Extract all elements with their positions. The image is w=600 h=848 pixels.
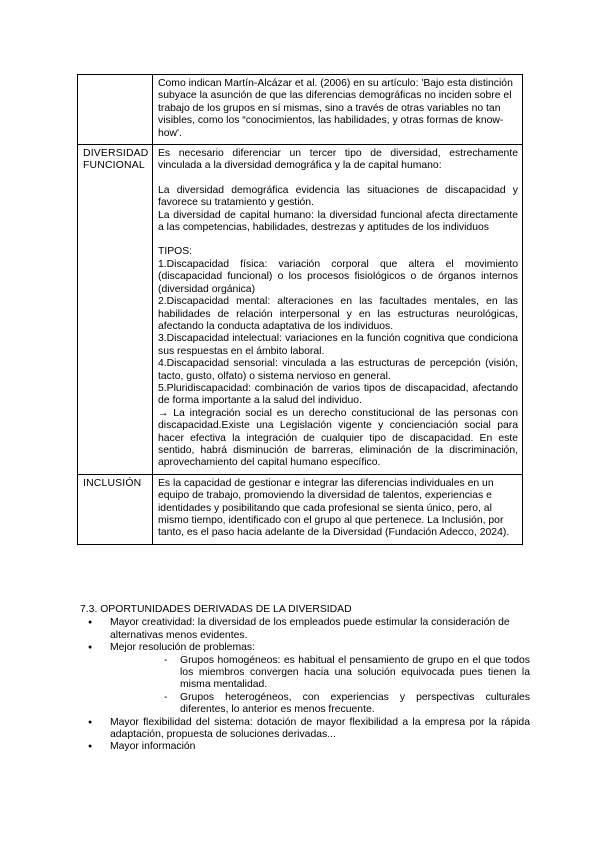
capital-paragraph: La diversidad de capital humano: la diversidad funcional afecta directamente a las competencias, habilidades, destrezas y aptitudes de los individuos xyxy=(158,209,518,234)
sub-list xyxy=(80,655,530,717)
sub-item-text: Grupos heterogéneos, con experiencias y perspectivas culturales diferentes, lo anterior es menos frecuente. xyxy=(180,691,530,716)
tipo-item: 5.Pluridiscapacidad: combinación de varios tipos de discapacidad, afectando de forma importante a la salud del individuo. xyxy=(158,382,518,407)
row-content xyxy=(153,474,523,544)
row-label-diversidad-funcional xyxy=(78,145,153,475)
citation-paragraph: Como indican Martín-Alcázar et al. (2006) en su artículo: 'Bajo esta distinción subyace la asunción de que las diferencias demográficas no inciden sobre el trabajo de los grupos en sí mismas, sino a través de otras variables no tan visibles, como los “conocimientos, las habilidades, y otras formas de know-how'. xyxy=(158,78,513,139)
row-content xyxy=(153,145,523,475)
sub-item-text: Grupos homogéneos: es habitual el pensamiento de grupo en el que todos los miembros convergen hacia una solución equivocada pues tienen la misma mentalidad. xyxy=(180,654,530,691)
bullet-list xyxy=(80,717,530,754)
inclusion-paragraph: Es la capacidad de gestionar e integrar las diferencias individuales en un equipo de trabajo, promoviendo la diversidad de talentos, experiencias e identidades y posibilitando que cada profesional se sienta único, pero, al mismo tiempo, identificado con el grupo al que pertenece. La Inclusión, por tanto, es el paso hacia adelante de la Diversidad (Fundación Adecco, 2024). xyxy=(158,477,510,539)
demografica-paragraph: La diversidad demográfica evidencia las situaciones de discapacidad y favorece su tratamiento y gestión. xyxy=(158,184,518,209)
oportunidades-section xyxy=(80,604,530,754)
bullet-text: Mejor resolución de problemas: xyxy=(110,642,255,654)
table-row xyxy=(78,474,523,544)
section-title: 7.3. OPORTUNIDADES DERIVADAS DE LA DIVERSIDAD xyxy=(80,604,352,615)
sub-item xyxy=(80,692,530,717)
bullet-list xyxy=(80,617,530,654)
bullet-item xyxy=(80,617,530,642)
bullet-text: Mayor creatividad: la diversidad de los empleados puede estimular la consideración de alternativas menos evidentes. xyxy=(110,617,510,641)
row-content xyxy=(153,75,523,145)
sub-item xyxy=(80,655,530,692)
tipo-item: 1.Discapacidad física: variación corporal que altera el movimiento (discapacidad funcional) o los procesos fisiológicos o de órganos internos (diversidad orgánica) xyxy=(158,258,518,295)
tipo-item: 2.Discapacidad mental: alteraciones en las facultades mentales, en las habilidades de relación interpersonal y en las estructuras neurológicas, afectando la conducta adaptativa de los individuos. xyxy=(158,296,518,332)
bullet-item xyxy=(80,642,530,654)
tipo-item: 3.Discapacidad intelectual: variaciones en la función cognitiva que condiciona sus respuestas en el ámbito laboral. xyxy=(158,333,518,357)
bullet-text: Mayor flexibilidad del sistema: dotación de mayor flexibilidad a la empresa por la rápida adaptación, propuesta de soluciones derivadas... xyxy=(110,716,530,741)
row-label-inclusion: INCLUSIÓN xyxy=(78,474,153,544)
conclusion-paragraph: → La integración social es un derecho constitucional de las personas con discapacidad.Existe una Legislación vigente y concienciación social para hacer efectiva la integración de cualquier tipo de discapacidad. En este sentido, habrá disminución de barreras, eliminación de la discriminación, aprovechamiento del capital humano específico. xyxy=(158,407,518,469)
table-row xyxy=(78,75,523,145)
intro-paragraph: Es necesario diferenciar un tercer tipo de diversidad, estrechamente vinculada a la diversidad demográfica y la de capital humano: xyxy=(158,148,518,172)
row-label-empty xyxy=(78,75,153,145)
bullet-item xyxy=(80,741,530,753)
tipos-heading: TIPOS: xyxy=(158,246,193,258)
label-line: DIVERSIDAD xyxy=(83,148,149,160)
tipo-item: 4.Discapacidad sensorial: vinculada a las estructuras de percepción (visión, tacto, gusto, olfato) o sistema nervioso en general. xyxy=(158,358,518,382)
bullet-item xyxy=(80,717,530,742)
label-line: FUNCIONAL xyxy=(83,160,145,172)
table-row xyxy=(78,145,523,475)
diversity-table xyxy=(77,74,523,545)
bullet-text: Mayor información xyxy=(110,741,196,753)
